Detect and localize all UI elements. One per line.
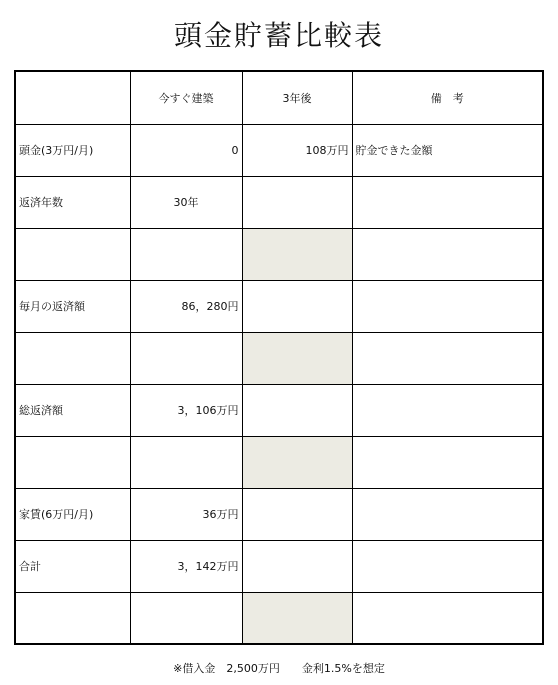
table-row xyxy=(15,540,543,592)
three-years-later-value xyxy=(242,540,352,592)
three-years-later-shaded-cell xyxy=(242,228,352,280)
table-row xyxy=(15,384,543,436)
table-row xyxy=(15,176,543,228)
table-header-row xyxy=(15,71,543,124)
table-row xyxy=(15,332,543,384)
three-years-later-shaded-cell xyxy=(242,592,352,644)
header-build-now: 今すぐ建築 xyxy=(130,71,242,124)
remarks-value xyxy=(352,592,543,644)
table-row xyxy=(15,436,543,488)
remarks-value xyxy=(352,228,543,280)
build-now-value: 3，142万円 xyxy=(130,540,242,592)
table-row xyxy=(15,124,543,176)
row-label: 総返済額 xyxy=(15,384,130,436)
remarks-value xyxy=(352,436,543,488)
build-now-value: 36万円 xyxy=(130,488,242,540)
header-blank xyxy=(15,71,130,124)
build-now-value: 86，280円 xyxy=(130,280,242,332)
row-label xyxy=(15,332,130,384)
table-row xyxy=(15,280,543,332)
three-years-later-value xyxy=(242,384,352,436)
row-label: 毎月の返済額 xyxy=(15,280,130,332)
build-now-value: 0 xyxy=(130,124,242,176)
build-now-value xyxy=(130,436,242,488)
row-label: 合計 xyxy=(15,540,130,592)
remarks-value xyxy=(352,280,543,332)
build-now-value xyxy=(130,228,242,280)
table-row xyxy=(15,488,543,540)
remarks-value xyxy=(352,540,543,592)
three-years-later-value xyxy=(242,488,352,540)
table-row xyxy=(15,592,543,644)
row-label: 返済年数 xyxy=(15,176,130,228)
table-row xyxy=(15,228,543,280)
build-now-value xyxy=(130,592,242,644)
row-label xyxy=(15,228,130,280)
remarks-value xyxy=(352,384,543,436)
three-years-later-value xyxy=(242,176,352,228)
three-years-later-shaded-cell xyxy=(242,332,352,384)
header-three-years-later: 3年後 xyxy=(242,71,352,124)
row-label xyxy=(15,592,130,644)
comparison-table xyxy=(14,70,544,645)
three-years-later-shaded-cell xyxy=(242,436,352,488)
build-now-value xyxy=(130,332,242,384)
remarks-value xyxy=(352,332,543,384)
build-now-value: 30年 xyxy=(130,176,242,228)
build-now-value: 3，106万円 xyxy=(130,384,242,436)
row-label: 頭金(3万円/月) xyxy=(15,124,130,176)
row-label: 家賃(6万円/月) xyxy=(15,488,130,540)
remarks-value xyxy=(352,488,543,540)
three-years-later-value: 108万円 xyxy=(242,124,352,176)
three-years-later-value xyxy=(242,280,352,332)
remarks-value xyxy=(352,176,543,228)
page-title: 頭金貯蓄比較表 xyxy=(173,19,384,52)
row-label xyxy=(15,436,130,488)
remarks-value: 貯金できた金額 xyxy=(352,124,543,176)
footnote: ※借入金 2,500万円 金利1.5%を想定 xyxy=(173,662,385,675)
header-remarks: 備 考 xyxy=(352,71,543,124)
